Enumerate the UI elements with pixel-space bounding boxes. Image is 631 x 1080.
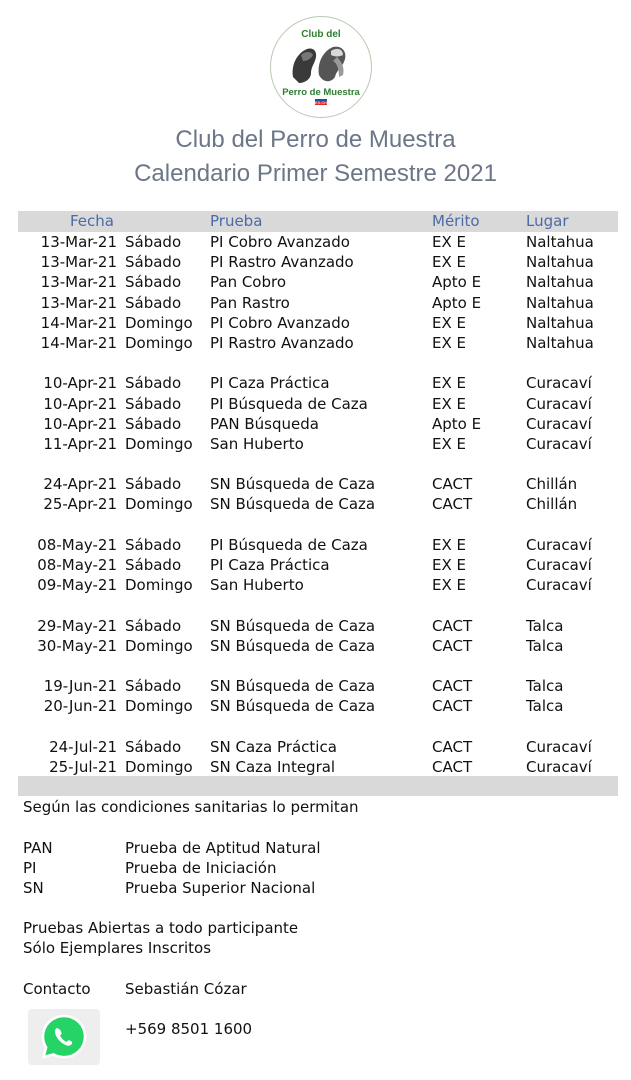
row-date: 10-Apr-21 (43, 394, 117, 413)
row-test: SN Búsqueda de Caza (210, 495, 376, 514)
row-place: Talca (526, 616, 564, 635)
row-place: Curacaví (526, 535, 592, 554)
row-day: Sábado (125, 293, 182, 312)
row-merit: Apto E (432, 273, 482, 292)
row-date: 30-May-21 (37, 636, 117, 655)
row-day: Domingo (125, 757, 193, 776)
row-day: Sábado (125, 737, 182, 756)
row-date: 13-Mar-21 (40, 253, 117, 272)
row-merit: CACT (432, 697, 473, 716)
row-day: Domingo (125, 697, 193, 716)
table-row (0, 696, 631, 716)
row-merit: EX E (432, 253, 466, 272)
group-spacer (0, 454, 631, 474)
row-place: Naltahua (526, 293, 594, 312)
table-row (0, 535, 631, 555)
row-merit: EX E (432, 394, 466, 413)
page-subtitle: Calendario Primer Semestre 2021 (134, 160, 497, 187)
pointer-dogs-icon (271, 17, 371, 117)
row-merit: Apto E (432, 414, 482, 433)
row-test: SN Búsqueda de Caza (210, 636, 376, 655)
table-row (0, 474, 631, 494)
row-test: SN Búsqueda de Caza (210, 677, 376, 696)
abbr-pan-meaning: Prueba de Aptitud Natural (125, 839, 321, 857)
row-day: Sábado (125, 677, 182, 696)
row-place: Naltahua (526, 273, 594, 292)
row-date: 13-Mar-21 (40, 273, 117, 292)
abbr-sn-meaning: Prueba Superior Nacional (125, 879, 316, 897)
row-date: 08-May-21 (37, 556, 117, 574)
row-place: Curacaví (526, 394, 592, 413)
row-date: 20-Jun-21 (43, 697, 117, 716)
row-day: Sábado (125, 394, 182, 413)
row-merit: CACT (432, 636, 473, 655)
row-merit: CACT (432, 757, 473, 776)
table-row (0, 636, 631, 656)
group-spacer (0, 595, 631, 615)
row-date: 25-Apr-21 (43, 495, 117, 514)
row-place: Naltahua (526, 233, 594, 251)
row-place: Talca (526, 697, 564, 716)
table-row (0, 293, 631, 313)
row-test: SN Caza Práctica (210, 737, 337, 756)
table-row (0, 272, 631, 292)
row-date: 13-Mar-21 (40, 293, 117, 312)
table-row (0, 676, 631, 696)
row-place: Curacaví (526, 414, 592, 433)
row-day: Domingo (125, 495, 193, 514)
group-spacer (0, 656, 631, 676)
table-row (0, 555, 631, 575)
table-row (0, 616, 631, 636)
row-date: 29-May-21 (37, 616, 117, 635)
row-merit: CACT (432, 495, 473, 514)
row-test: SN Caza Integral (210, 757, 336, 776)
row-merit: CACT (432, 677, 473, 696)
table-footer-bar (18, 776, 618, 796)
row-merit: EX E (432, 556, 466, 574)
row-place: Naltahua (526, 333, 594, 352)
row-test: Pan Cobro (210, 273, 287, 292)
table-row (0, 373, 631, 393)
row-test: PI Caza Práctica (210, 374, 330, 393)
row-merit: EX E (432, 313, 466, 332)
row-date: 09-May-21 (37, 576, 117, 595)
group-spacer (0, 353, 631, 373)
abbr-pan: PAN (23, 839, 53, 857)
row-test: PAN Búsqueda (210, 414, 319, 433)
row-place: Curacaví (526, 434, 592, 453)
row-test: PI Búsqueda de Caza (210, 394, 368, 413)
row-day: Sábado (125, 414, 182, 433)
row-place: Curacaví (526, 576, 592, 595)
row-date: 19-Jun-21 (43, 677, 117, 696)
table-row (0, 252, 631, 272)
sanitary-note: Según las condiciones sanitarias lo permitan (23, 798, 359, 816)
row-test: SN Búsqueda de Caza (210, 697, 376, 716)
logo-badge: ES.CH (314, 100, 328, 105)
row-place: Naltahua (526, 253, 594, 272)
row-day: Domingo (125, 333, 193, 352)
row-merit: EX E (432, 535, 466, 554)
table-row (0, 757, 631, 777)
row-merit: EX E (432, 374, 466, 393)
row-date: 25-Jul-21 (49, 757, 117, 776)
calendar-table-body (0, 232, 631, 777)
row-place: Chillán (526, 475, 578, 494)
table-row (0, 494, 631, 514)
row-test: SN Búsqueda de Caza (210, 475, 376, 494)
row-day: Sábado (125, 475, 182, 494)
club-logo (270, 16, 372, 118)
table-row (0, 394, 631, 414)
row-test: PI Cobro Avanzado (210, 233, 350, 251)
row-merit: EX E (432, 333, 466, 352)
abbr-pi-meaning: Prueba de Iniciación (125, 859, 277, 877)
row-merit: Apto E (432, 293, 482, 312)
header-merito: Mérito (432, 212, 480, 230)
row-test: PI Búsqueda de Caza (210, 535, 368, 554)
row-merit: CACT (432, 616, 473, 635)
row-date: 10-Apr-21 (43, 414, 117, 433)
row-merit: EX E (432, 576, 466, 595)
abbr-sn: SN (23, 879, 44, 897)
row-date: 24-Apr-21 (43, 475, 117, 494)
page-title: Club del Perro de Muestra (175, 126, 456, 153)
row-date: 10-Apr-21 (43, 374, 117, 393)
row-place: Talca (526, 636, 564, 655)
whatsapp-icon (28, 1009, 100, 1065)
row-day: Sábado (125, 253, 182, 272)
row-test: PI Caza Práctica (210, 556, 330, 574)
row-date: 11-Apr-21 (43, 434, 117, 453)
row-day: Domingo (125, 636, 193, 655)
table-row (0, 333, 631, 353)
row-date: 14-Mar-21 (40, 333, 117, 352)
logo-text-bottom: Perro de Muestra (282, 87, 360, 98)
row-place: Chillán (526, 495, 578, 514)
row-date: 13-Mar-21 (40, 233, 117, 251)
contact-label: Contacto (23, 980, 91, 998)
row-test: PI Rastro Avanzado (210, 333, 354, 352)
row-merit: CACT (432, 737, 473, 756)
contact-name: Sebastián Cózar (125, 980, 247, 998)
table-row (0, 232, 631, 252)
row-date: 08-May-21 (37, 535, 117, 554)
header-fecha: Fecha (70, 212, 114, 230)
row-test: Pan Rastro (210, 293, 290, 312)
header-lugar: Lugar (526, 212, 569, 230)
open-note: Pruebas Abiertas a todo participante (23, 919, 299, 937)
header-prueba: Prueba (210, 212, 263, 230)
group-spacer (0, 717, 631, 737)
abbr-pi: PI (23, 859, 37, 877)
table-row (0, 313, 631, 333)
row-date: 24-Jul-21 (49, 737, 117, 756)
row-day: Sábado (125, 616, 182, 635)
contact-phone[interactable]: +569 8501 1600 (125, 1020, 253, 1038)
whatsapp-badge[interactable] (28, 1009, 100, 1065)
row-day: Domingo (125, 434, 193, 453)
row-test: San Huberto (210, 434, 304, 453)
table-row (0, 575, 631, 595)
logo-text-top: Club del (301, 29, 341, 40)
row-day: Domingo (125, 576, 193, 595)
row-day: Sábado (125, 233, 182, 251)
table-header (18, 211, 618, 232)
table-row (0, 434, 631, 454)
row-day: Sábado (125, 556, 182, 574)
row-day: Sábado (125, 374, 182, 393)
group-spacer (0, 515, 631, 535)
row-merit: EX E (432, 233, 466, 251)
row-day: Domingo (125, 313, 193, 332)
row-merit: CACT (432, 475, 473, 494)
row-test: San Huberto (210, 576, 304, 595)
table-row (0, 414, 631, 434)
row-place: Curacaví (526, 556, 592, 574)
table-row (0, 737, 631, 757)
row-place: Curacaví (526, 757, 592, 776)
row-test: PI Rastro Avanzado (210, 253, 354, 272)
row-test: PI Cobro Avanzado (210, 313, 350, 332)
row-date: 14-Mar-21 (40, 313, 117, 332)
row-place: Naltahua (526, 313, 594, 332)
row-place: Curacaví (526, 374, 592, 393)
row-day: Sábado (125, 535, 182, 554)
row-test: SN Búsqueda de Caza (210, 616, 376, 635)
registered-note: Sólo Ejemplares Inscritos (23, 939, 212, 957)
row-day: Sábado (125, 273, 182, 292)
row-place: Talca (526, 677, 564, 696)
row-place: Curacaví (526, 737, 592, 756)
row-merit: EX E (432, 434, 466, 453)
